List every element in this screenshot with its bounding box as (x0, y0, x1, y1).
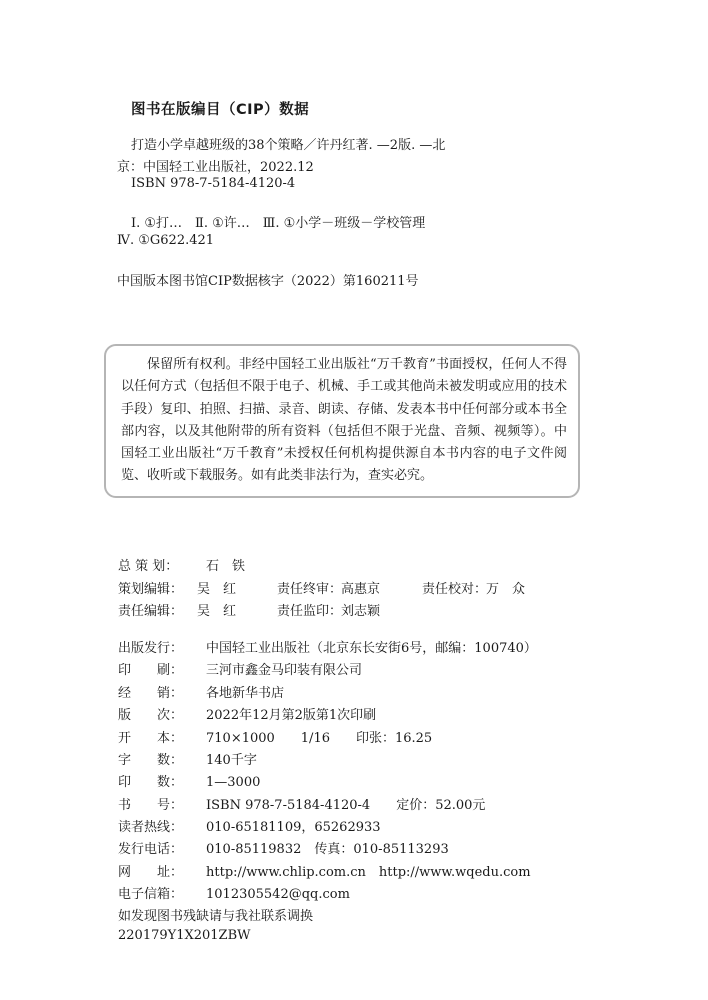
pub-row-distributor (118, 682, 284, 701)
distributor-label: 经 销： (118, 686, 184, 701)
website-label: 网 址： (118, 865, 184, 880)
cip-classification-1: Ⅰ. ①打… Ⅱ. ①许… Ⅲ. ①小学－班级－学校管理 (131, 216, 426, 231)
pub-row-copies (118, 771, 260, 790)
resp-editor-value: 吴 红 (197, 604, 237, 619)
cip-record-number: 中国版本图书馆CIP数据核字（2022）第160211号 (117, 274, 419, 289)
plan-editor-label: 策划编辑： (118, 582, 184, 597)
pub-row-edition (118, 704, 376, 723)
book-number-value: ISBN 978-7-5184-4120-4 定价：52.00元 (206, 798, 486, 813)
pub-row-publisher (118, 637, 537, 656)
copyright-notice-text: 保留所有权利。非经中国轻工业出版社“万千教育”书面授权，任何人不得以任何方式（包括但不限于电子、机械、手工或其他尚未被发明或应用的技术手段）复印、拍照、扫描、录音、朗读、存储、发表本书中任何部分或本书全部内容，以及其他附带的所有资料（包括但不限于光盘、音频、视频等）。中国轻工业出版社“万千教育”未授权任何机构提供源自本书内容的电子文件阅览、收听或下载服务。如有此类非法行为，查实必究。 (121, 357, 567, 484)
final-review-value: 高惠京 (341, 582, 381, 597)
printer-label: 印 刷： (118, 663, 184, 678)
printer-value: 三河市鑫金马印装有限公司 (206, 663, 363, 678)
distributor-value: 各地新华书店 (206, 686, 285, 701)
planner-label: 总 策 划： (118, 559, 179, 574)
hotline-value: 010-65181109，65262933 (206, 820, 381, 835)
pub-row-website (118, 861, 531, 880)
book-number-label: 书 号： (118, 798, 184, 813)
proofread-label: 责任校对： (422, 582, 488, 597)
plan-editor-value: 吴 红 (197, 582, 237, 597)
pub-row-sales-phone (118, 838, 449, 857)
sales-phone-label: 发行电话： (118, 842, 184, 857)
cip-line-2: 京：中国轻工业出版社，2022.12 (117, 160, 314, 175)
publisher-value: 中国轻工业出版社（北京东长安街6号，邮编：100740） (206, 641, 537, 656)
edition-label: 版 次： (118, 708, 184, 723)
pub-row-email (118, 883, 350, 902)
words-label: 字 数： (118, 753, 184, 768)
cip-title: 图书在版编目（CIP）数据 (131, 102, 310, 118)
cip-isbn: ISBN 978-7-5184-4120-4 (131, 176, 296, 191)
staff-row-planner (118, 555, 245, 574)
format-value: 710×1000 1/16 印张：16.25 (206, 731, 433, 746)
email-label: 电子信箱： (118, 887, 184, 902)
staff-row-responsible (118, 600, 381, 619)
print-supervisor-label: 责任监印： (277, 604, 343, 619)
copies-value: 1—3000 (206, 775, 261, 790)
cip-line-1: 打造小学卓越班级的38个策略／许丹红著. —2版. —北 (131, 138, 446, 153)
website-value: http://www.chlip.com.cn http://www.wqedu.com (206, 865, 531, 880)
pub-row-printer (118, 659, 362, 678)
pub-row-words (118, 749, 257, 768)
sales-phone-value: 010-85119832 传真：010-85113293 (206, 842, 449, 857)
pub-row-format (118, 727, 432, 746)
staff-row-editors (118, 578, 526, 597)
print-code: 220179Y1X201ZBW (118, 928, 251, 943)
pub-row-hotline (118, 816, 381, 835)
proofread-value: 万 众 (486, 582, 526, 597)
hotline-label: 读者热线： (118, 820, 184, 835)
words-value: 140千字 (206, 753, 257, 768)
edition-value: 2022年12月第2版第1次印刷 (206, 708, 377, 723)
print-supervisor-value: 刘志颖 (341, 604, 381, 619)
resp-editor-label: 责任编辑： (118, 604, 184, 619)
planner-value: 石 铁 (206, 559, 246, 574)
pub-row-book-number (118, 794, 485, 813)
defect-note: 如发现图书残缺请与我社联系调换 (118, 909, 314, 924)
cip-classification-2: Ⅳ. ①G622.421 (117, 233, 215, 248)
final-review-label: 责任终审： (277, 582, 343, 597)
copies-label: 印 数： (118, 775, 184, 790)
email-value: 1012305542@qq.com (206, 887, 350, 902)
copyright-notice-box (104, 344, 580, 498)
publisher-label: 出版发行： (118, 641, 184, 656)
format-label: 开 本： (118, 731, 184, 746)
